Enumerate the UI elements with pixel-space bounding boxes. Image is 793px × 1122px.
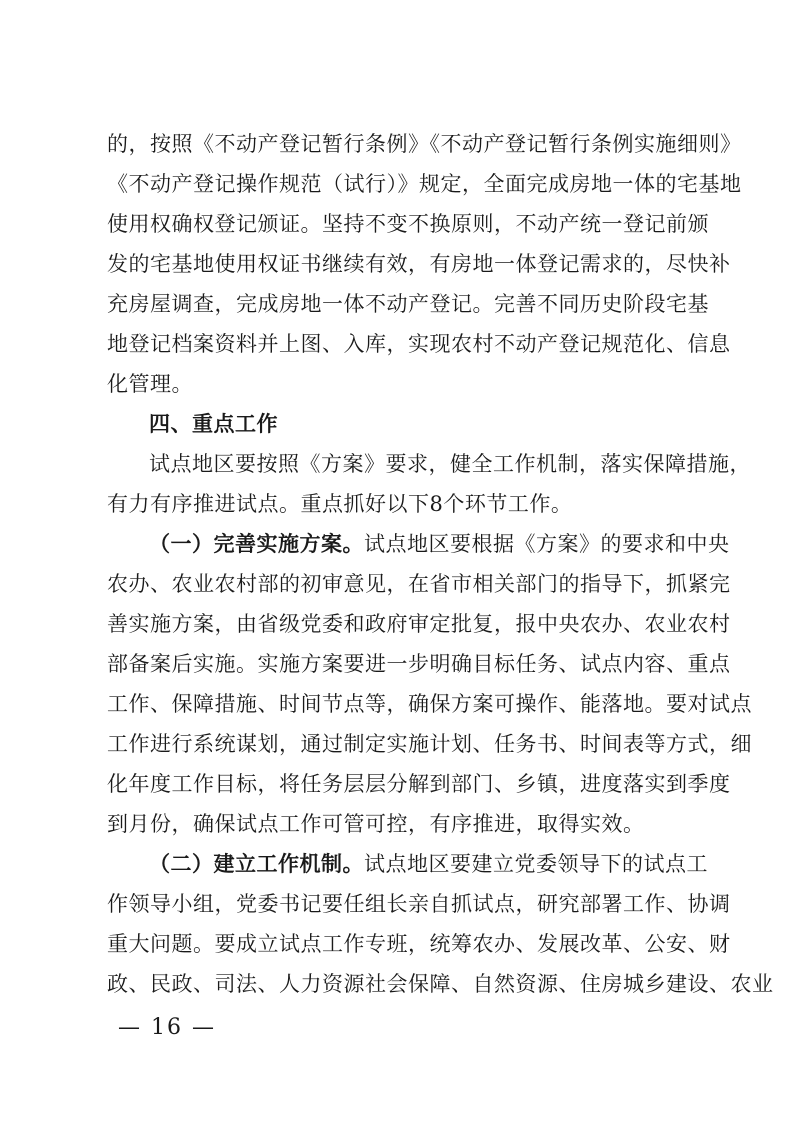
page-number: — 16 — — [118, 1015, 216, 1040]
text-line: 化年度工作目标，将任务层层分解到部门、乡镇，进度落实到季度 — [107, 772, 731, 796]
item-1-first-line-text: 试点地区要根据《方案》的要求和中央 — [364, 532, 730, 556]
text-line: 工作、保障措施、时间节点等，确保方案可操作、能落地。要对试点 — [107, 692, 752, 716]
item-1-first-line — [107, 524, 730, 564]
section-heading: 四、重点工作 — [149, 412, 278, 436]
item-2-first-line — [107, 844, 708, 884]
text-line: 作领导小组，党委书记要任组长亲自抓试点，研究部署工作、协调 — [107, 892, 731, 916]
text-line: 《不动产登记操作规范（试行）》规定，全面完成房地一体的宅基地 — [107, 172, 742, 196]
text-line: 工作进行系统谋划，通过制定实施计划、任务书、时间表等方式，细 — [107, 732, 752, 756]
text-line: 到月份，确保试点工作可管可控，有序推进，取得实效。 — [107, 812, 645, 836]
item-2-title: （二）建立工作机制。 — [149, 852, 364, 876]
text-line: 的，按照《不动产登记暂行条例》《不动产登记暂行条例实施细则》 — [107, 132, 742, 156]
item-2-first-line-text: 试点地区要建立党委领导下的试点工 — [364, 852, 708, 876]
text-line: 有力有序推进试点。重点抓好以下8个环节工作。 — [107, 492, 573, 516]
text-line: 地登记档案资料并上图、入库，实现农村不动产登记规范化、信息 — [107, 332, 731, 356]
text-line: 重大问题。要成立试点工作专班，统筹农办、发展改革、公安、财 — [107, 932, 731, 956]
item-1-paragraph — [107, 524, 752, 844]
text-line: 化管理。 — [107, 372, 193, 396]
document-body — [107, 124, 774, 1004]
item-2-paragraph — [107, 844, 774, 1004]
text-line: 试点地区要按照《方案》要求，健全工作机制，落实保障措施， — [149, 452, 751, 476]
text-line: 善实施方案，由省级党委和政府审定批复，报中央农办、农业农村 — [107, 612, 731, 636]
intro-paragraph — [107, 124, 742, 404]
item-1-title: （一）完善实施方案。 — [149, 532, 364, 556]
section-intro-paragraph — [107, 444, 751, 524]
text-line: 政、民政、司法、人力资源社会保障、自然资源、住房城乡建设、农业 — [107, 972, 774, 996]
text-line: 农办、农业农村部的初审意见，在省市相关部门的指导下，抓紧完 — [107, 572, 731, 596]
text-line: 发的宅基地使用权证书继续有效，有房地一体登记需求的，尽快补 — [107, 252, 731, 276]
text-line: 使用权确权登记颁证。坚持不变不换原则，不动产统一登记前颁 — [107, 212, 709, 236]
text-line: 充房屋调查，完成房地一体不动产登记。完善不同历史阶段宅基 — [107, 292, 709, 316]
text-line: 部备案后实施。实施方案要进一步明确目标任务、试点内容、重点 — [107, 652, 731, 676]
